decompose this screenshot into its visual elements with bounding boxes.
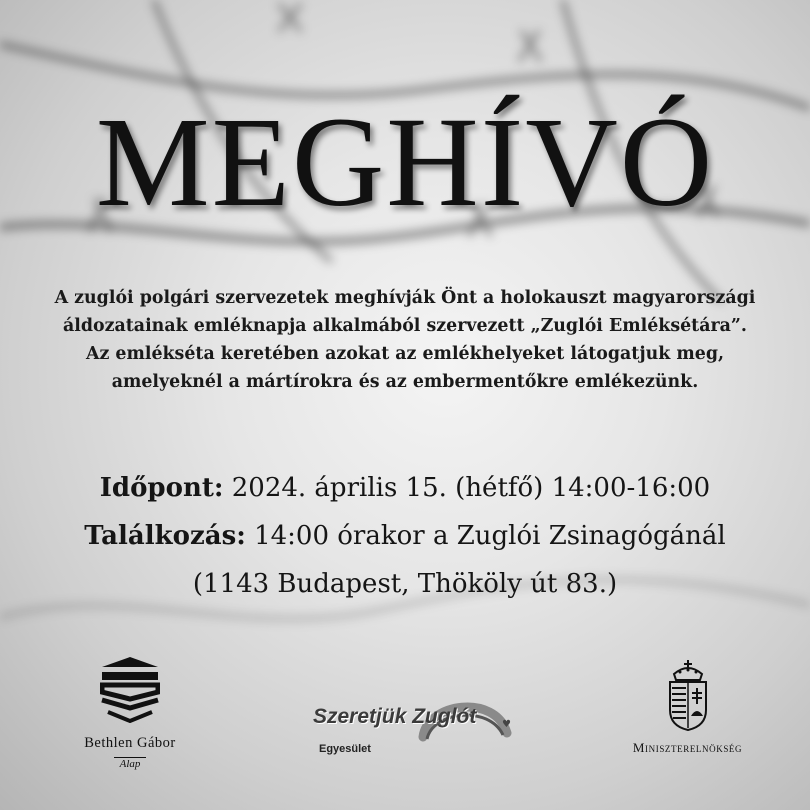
- shield-chevron-icon: [100, 655, 160, 723]
- szeretjuk-zuglot-name: Szeretjük Zuglót: [313, 705, 477, 728]
- time-label: Időpont:: [99, 473, 224, 503]
- miniszterelnokseg-logo: [595, 658, 780, 756]
- event-meeting-point: [0, 518, 810, 554]
- invitation-title: MEGHÍVÓ: [95, 91, 715, 233]
- invitation-text: [30, 284, 780, 396]
- hungarian-coat-of-arms-icon: [664, 658, 712, 732]
- heart-icon: ♥: [502, 719, 511, 730]
- event-address: (1143 Budapest, Thököly út 83.): [192, 569, 618, 599]
- szeretjuk-zuglot-logo: [305, 695, 515, 770]
- miniszterelnokseg-name: Miniszterelnökség: [632, 740, 743, 755]
- intro-line-4: amelyeknél a mártírokra és az embermentőkre emlékezünk.: [111, 372, 699, 392]
- meet-value: 14:00 órakor a Zuglói Zsinagógánál: [254, 521, 726, 551]
- szeretjuk-zuglot-egyesulet: Egyesület: [319, 743, 371, 755]
- intro-line-1: A zuglói polgári szervezetek meghívják Önt a holokauszt magyarországi: [54, 288, 756, 308]
- bethlen-gabor-name: Bethlen Gábor: [84, 735, 176, 751]
- bethlen-gabor-logo: [80, 655, 180, 771]
- time-value: 2024. április 15. (hétfő) 14:00-16:00: [231, 473, 711, 503]
- intro-line-3: Az emlékséta keretében azokat az emlékhelyeket látogatjuk meg,: [85, 344, 725, 364]
- event-time: [0, 470, 810, 506]
- bethlen-gabor-alap: Alap: [114, 757, 147, 770]
- meet-label: Találkozás:: [84, 521, 246, 551]
- intro-line-2: áldozatainak emléknapja alkalmából szervezett „Zuglói Emléksétára”.: [63, 316, 747, 336]
